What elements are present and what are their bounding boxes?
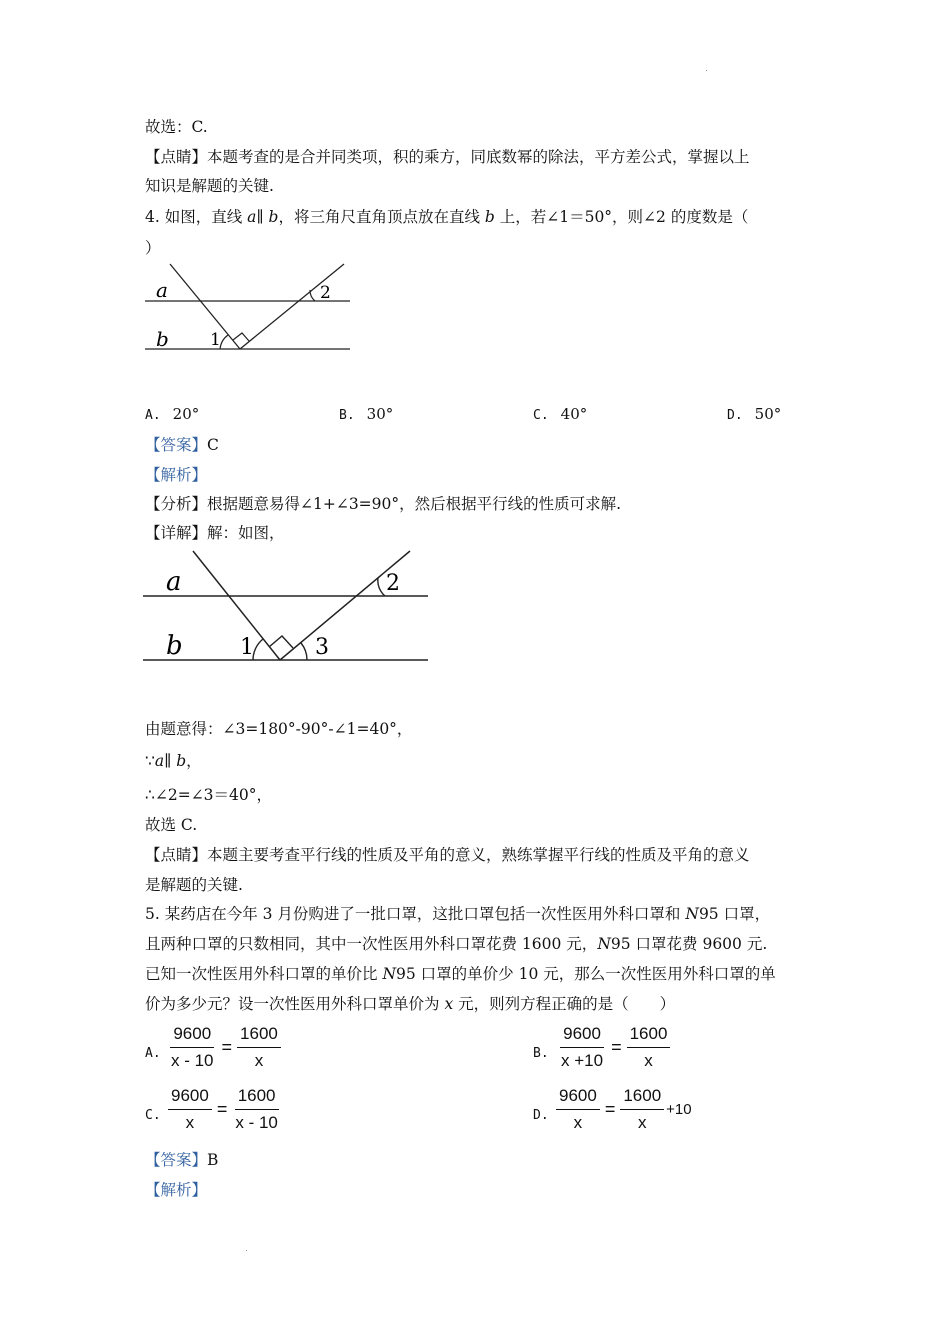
plus-ten: +10: [666, 1101, 692, 1118]
option-b[interactable]: [339, 404, 393, 426]
answer-value: C: [207, 436, 219, 454]
numerator: 1600: [235, 1085, 279, 1110]
var-n: N: [597, 935, 611, 953]
triangle-leg-1: [170, 264, 240, 349]
option-a-equation[interactable]: [168, 1023, 281, 1072]
text: 95 口罩花费 9600 元.: [610, 935, 768, 953]
text: ，: [186, 752, 202, 770]
text-line: [145, 994, 675, 1014]
option-d[interactable]: [727, 404, 781, 426]
numerator: 9600: [556, 1085, 600, 1110]
text-line: 故选：C.: [145, 118, 208, 136]
denominator: x: [185, 1113, 195, 1132]
denominator: x: [254, 1051, 264, 1070]
text: 95 口罩的单价少 10 元，那么一次性医用外科口罩的单: [396, 965, 776, 983]
label-2: 2: [386, 571, 400, 596]
option-text: 30°: [366, 405, 394, 423]
denominator: x - 10: [235, 1113, 278, 1132]
label-1: 1: [240, 635, 254, 660]
text-line: [145, 751, 202, 771]
answer-value: B: [207, 1151, 219, 1169]
triangle-leg-1: [193, 551, 280, 660]
text: 上，若∠1＝50°，则∠2 的度数是（: [494, 208, 749, 226]
label-a: a: [156, 278, 168, 302]
text-line: 【点睛】本题考查的是合并同类项，积的乘方，同底数幂的除法，平方差公式，掌握以上: [145, 148, 750, 166]
label-b: b: [166, 631, 183, 661]
numerator: 9600: [170, 1023, 214, 1048]
option-d-equation[interactable]: [556, 1085, 692, 1134]
text-line: 由题意得：∠3=180°-90°-∠1=40°，: [145, 720, 413, 738]
right-angle-mark: [233, 333, 249, 341]
text-line: [145, 934, 767, 954]
text-line: ∴∠2=∠3＝40°，: [145, 786, 273, 804]
angle-3-arc: [301, 643, 307, 660]
var-b: b: [268, 208, 279, 226]
text-line: 知识是解题的关键.: [145, 177, 274, 195]
parallel-symbol: ∥: [164, 752, 177, 770]
option-letter-a: A.: [145, 1046, 161, 1061]
option-c[interactable]: [533, 404, 587, 426]
text-line: 故选 C.: [145, 816, 198, 834]
question-5-stem: [145, 904, 770, 924]
answer-line: [145, 1150, 218, 1170]
numerator: 1600: [627, 1023, 671, 1048]
figure-1: [140, 258, 355, 358]
option-c-equation[interactable]: [168, 1085, 281, 1134]
var-a: a: [247, 208, 257, 226]
text-line: [145, 964, 776, 984]
option-letter-d: D.: [533, 1108, 549, 1123]
equals-sign: =: [611, 1037, 622, 1057]
label-2: 2: [320, 283, 331, 303]
option-text: 50°: [754, 405, 782, 423]
label-3: 3: [315, 635, 329, 660]
angle-1-arc: [220, 335, 228, 349]
denominator: x: [644, 1051, 653, 1070]
text: 且两种口罩的只数相同，其中一次性医用外科口罩花费 1600 元，: [145, 935, 598, 953]
text-line: 是解题的关键.: [145, 876, 243, 894]
text: ，将三角尺直角顶点放在直线: [278, 208, 485, 226]
parallel-symbol: ∥: [256, 208, 269, 226]
numerator: 1600: [237, 1023, 281, 1048]
text: 已知一次性医用外科口罩的单价比: [145, 965, 383, 983]
option-b-equation[interactable]: [558, 1023, 670, 1072]
text: 5. 某药店在今年 3 月份购进了一批口罩，这批口罩包括一次性医用外科口罩和: [145, 905, 686, 923]
var-n: N: [382, 965, 396, 983]
text: 元，则列方程正确的是（ ）: [453, 995, 676, 1013]
option-text: 20°: [172, 405, 200, 423]
var-n: N: [685, 905, 699, 923]
denominator: x: [638, 1113, 647, 1132]
equals-sign: =: [604, 1099, 616, 1119]
jiexi-tag: 【解析】: [145, 466, 208, 484]
question-4-stem: [145, 207, 748, 227]
denominator: x: [573, 1113, 583, 1132]
text: 4. 如图，直线: [145, 208, 248, 226]
label-b: b: [156, 327, 169, 351]
answer-tag: 【答案】: [145, 436, 208, 454]
option-letter: D.: [727, 408, 743, 423]
triangle-leg-2: [280, 551, 410, 660]
numerator: 1600: [620, 1085, 664, 1110]
figure-2: [140, 548, 435, 666]
denominator: x +10: [561, 1051, 604, 1070]
because-symbol: ∵: [145, 752, 155, 770]
var-b: b: [484, 208, 495, 226]
answer-tag: 【答案】: [145, 1151, 208, 1169]
jiexi-tag: 【解析】: [145, 1181, 208, 1199]
text: 95 口罩，: [698, 905, 771, 923]
denominator: x - 10: [171, 1051, 214, 1070]
option-text: 40°: [560, 405, 588, 423]
right-angle-mark: [269, 636, 293, 648]
angle-2-arc: [378, 578, 385, 596]
scan-dot: [246, 1250, 247, 1251]
text-line: 【点睛】本题主要考查平行线的性质及平角的意义，熟练掌握平行线的性质及平角的意义: [145, 846, 750, 864]
equals-sign: =: [216, 1099, 228, 1119]
option-a[interactable]: [145, 404, 199, 426]
angle-1-arc: [253, 639, 263, 660]
option-letter-b: B.: [533, 1046, 549, 1061]
option-letter: C.: [533, 408, 549, 423]
label-a: a: [166, 567, 182, 597]
answer-line: [145, 435, 219, 455]
option-letter: A.: [145, 408, 161, 423]
numerator: 9600: [560, 1023, 604, 1048]
var-a: a: [154, 752, 165, 770]
option-letter-c: C.: [145, 1108, 161, 1123]
equals-sign: =: [221, 1037, 233, 1057]
text-line: ）: [145, 239, 161, 257]
text-line: 【详解】解：如图，: [145, 524, 285, 542]
text-line: 【分析】根据题意易得∠1+∠3=90°，然后根据平行线的性质可求解.: [145, 495, 622, 513]
var-x: x: [444, 995, 454, 1013]
option-letter: B.: [339, 408, 355, 423]
text: 价为多少元？设一次性医用外科口罩单价为: [145, 995, 445, 1013]
scan-dot: [706, 70, 707, 71]
numerator: 9600: [168, 1085, 212, 1110]
var-b: b: [176, 752, 187, 770]
label-1: 1: [210, 330, 221, 350]
triangle-leg-2: [240, 264, 344, 349]
